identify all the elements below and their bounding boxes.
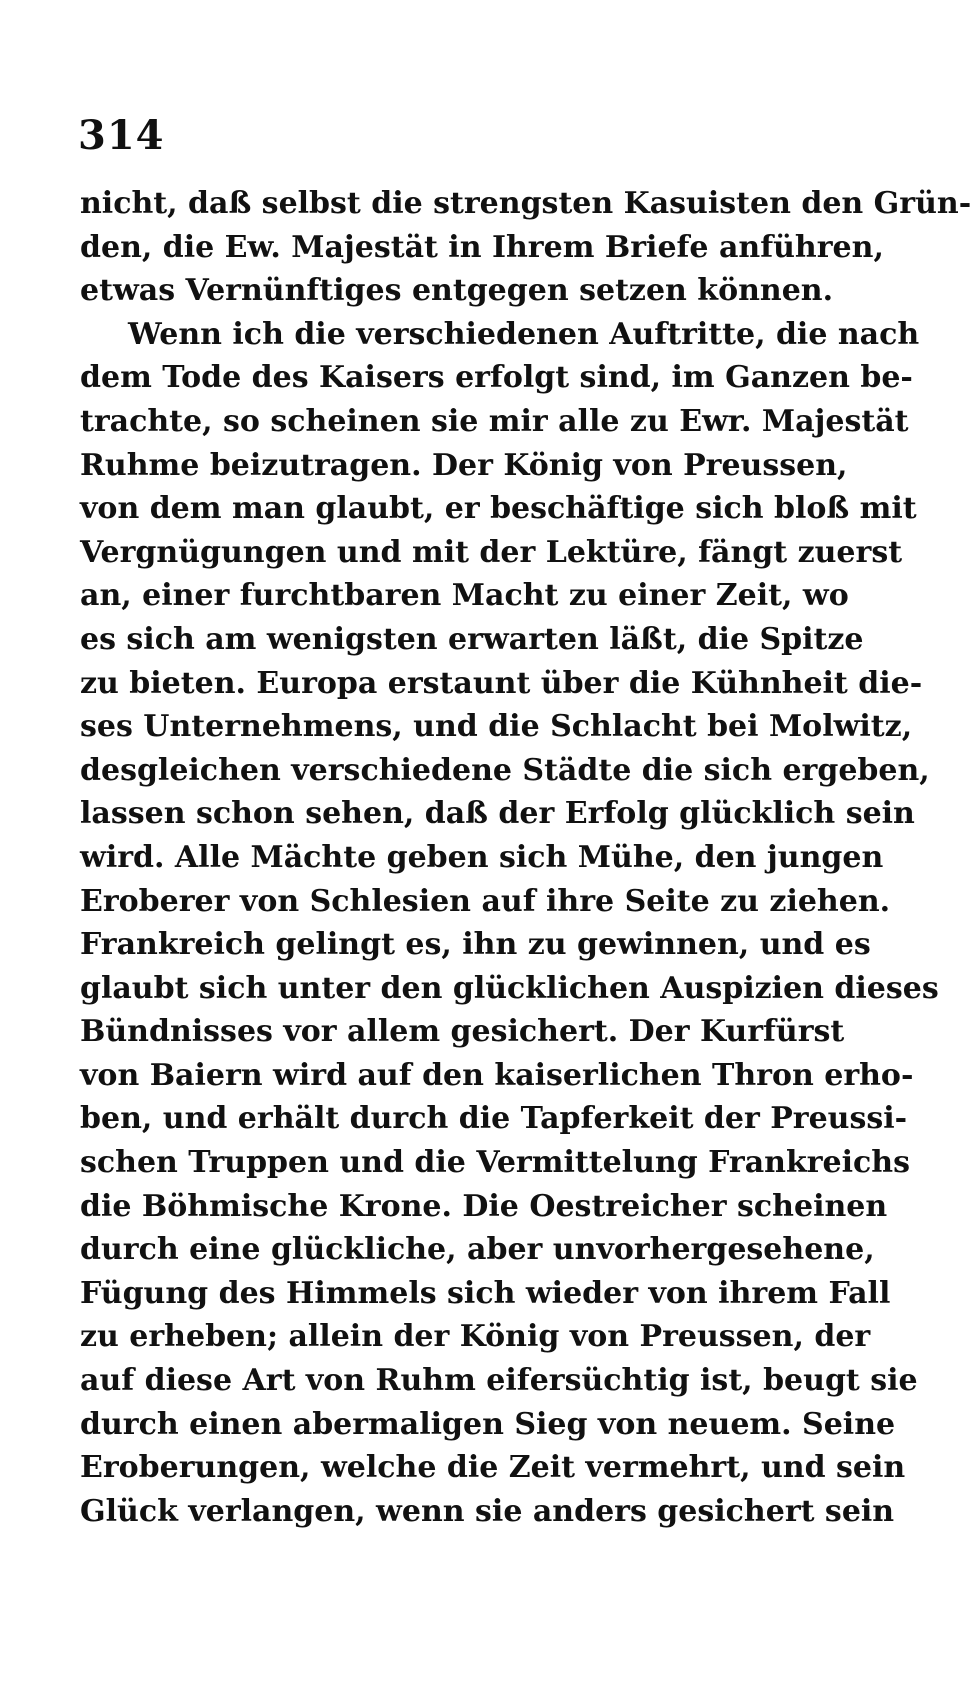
text-line: die Böhmische Krone. Die Oestreicher scheinen: [80, 1188, 888, 1224]
text-line: Eroberer von Schlesien auf ihre Seite zu ziehen.: [80, 883, 891, 919]
paragraph-2: [80, 313, 939, 1534]
text-line: es sich am wenigsten erwarten läßt, die Spitze: [80, 621, 864, 657]
text-line: ses Unternehmens, und die Schlacht bei Molwitz,: [80, 709, 913, 745]
text-line: zu bieten. Europa erstaunt über die Kühnheit die-: [80, 665, 923, 701]
text-line: Frankreich gelingt es, ihn zu gewinnen, und es: [80, 927, 871, 963]
text-line: lassen schon sehen, daß der Erfolg glücklich sein: [80, 796, 915, 832]
paragraph-1: [80, 182, 971, 313]
text-line: Fügung des Himmels sich wieder von ihrem Fall: [80, 1275, 891, 1311]
text-line: Bündnisses vor allem gesichert. Der Kurfürst: [80, 1014, 845, 1050]
text-line: Glück verlangen, wenn sie anders gesichert sein: [80, 1493, 895, 1529]
text-line: glaubt sich unter den glücklichen Auspizien dieses: [80, 970, 939, 1006]
text-line: Eroberungen, welche die Zeit vermehrt, und sein: [80, 1450, 906, 1486]
body-text: [80, 182, 971, 1533]
text-line: Wenn ich die verschiedenen Auftritte, die nach: [128, 316, 920, 352]
text-line: ben, und erhält durch die Tapferkeit der Preussi-: [80, 1101, 908, 1137]
text-line: dem Tode des Kaisers erfolgt sind, im Ganzen be-: [80, 360, 913, 396]
text-line: durch einen abermaligen Sieg von neuem. Seine: [80, 1406, 896, 1442]
text-line: desgleichen verschiedene Städte die sich ergeben,: [80, 752, 930, 788]
text-line: trachte, so scheinen sie mir alle zu Ewr. Majestät: [80, 403, 909, 439]
text-line: wird. Alle Mächte geben sich Mühe, den jungen: [80, 839, 884, 875]
text-line: von dem man glaubt, er beschäftige sich bloß mit: [80, 491, 917, 527]
text-line: durch eine glückliche, aber unvorhergesehene,: [80, 1232, 875, 1268]
text-line: zu erheben; allein der König von Preussen, der: [80, 1319, 871, 1355]
text-line: schen Truppen und die Vermittelung Frankreichs: [80, 1145, 910, 1181]
text-line: Vergnügungen und mit der Lektüre, fängt zuerst: [80, 534, 903, 570]
text-line: von Baiern wird auf den kaiserlichen Thron erho-: [80, 1057, 914, 1093]
text-line: nicht, daß selbst die strengsten Kasuisten den Grün-: [80, 186, 971, 221]
text-line: Ruhme beizutragen. Der König von Preussen,: [80, 447, 848, 483]
text-line: den, die Ew. Majestät in Ihrem Briefe anführen,: [80, 229, 884, 265]
text-line: etwas Vernünftiges entgegen setzen können.: [80, 273, 834, 309]
text-line: an, einer furchtbaren Macht zu einer Zeit, wo: [80, 578, 849, 614]
text-line: auf diese Art von Ruhm eifersüchtig ist, beugt sie: [80, 1363, 918, 1399]
page-number: 314: [78, 112, 165, 159]
